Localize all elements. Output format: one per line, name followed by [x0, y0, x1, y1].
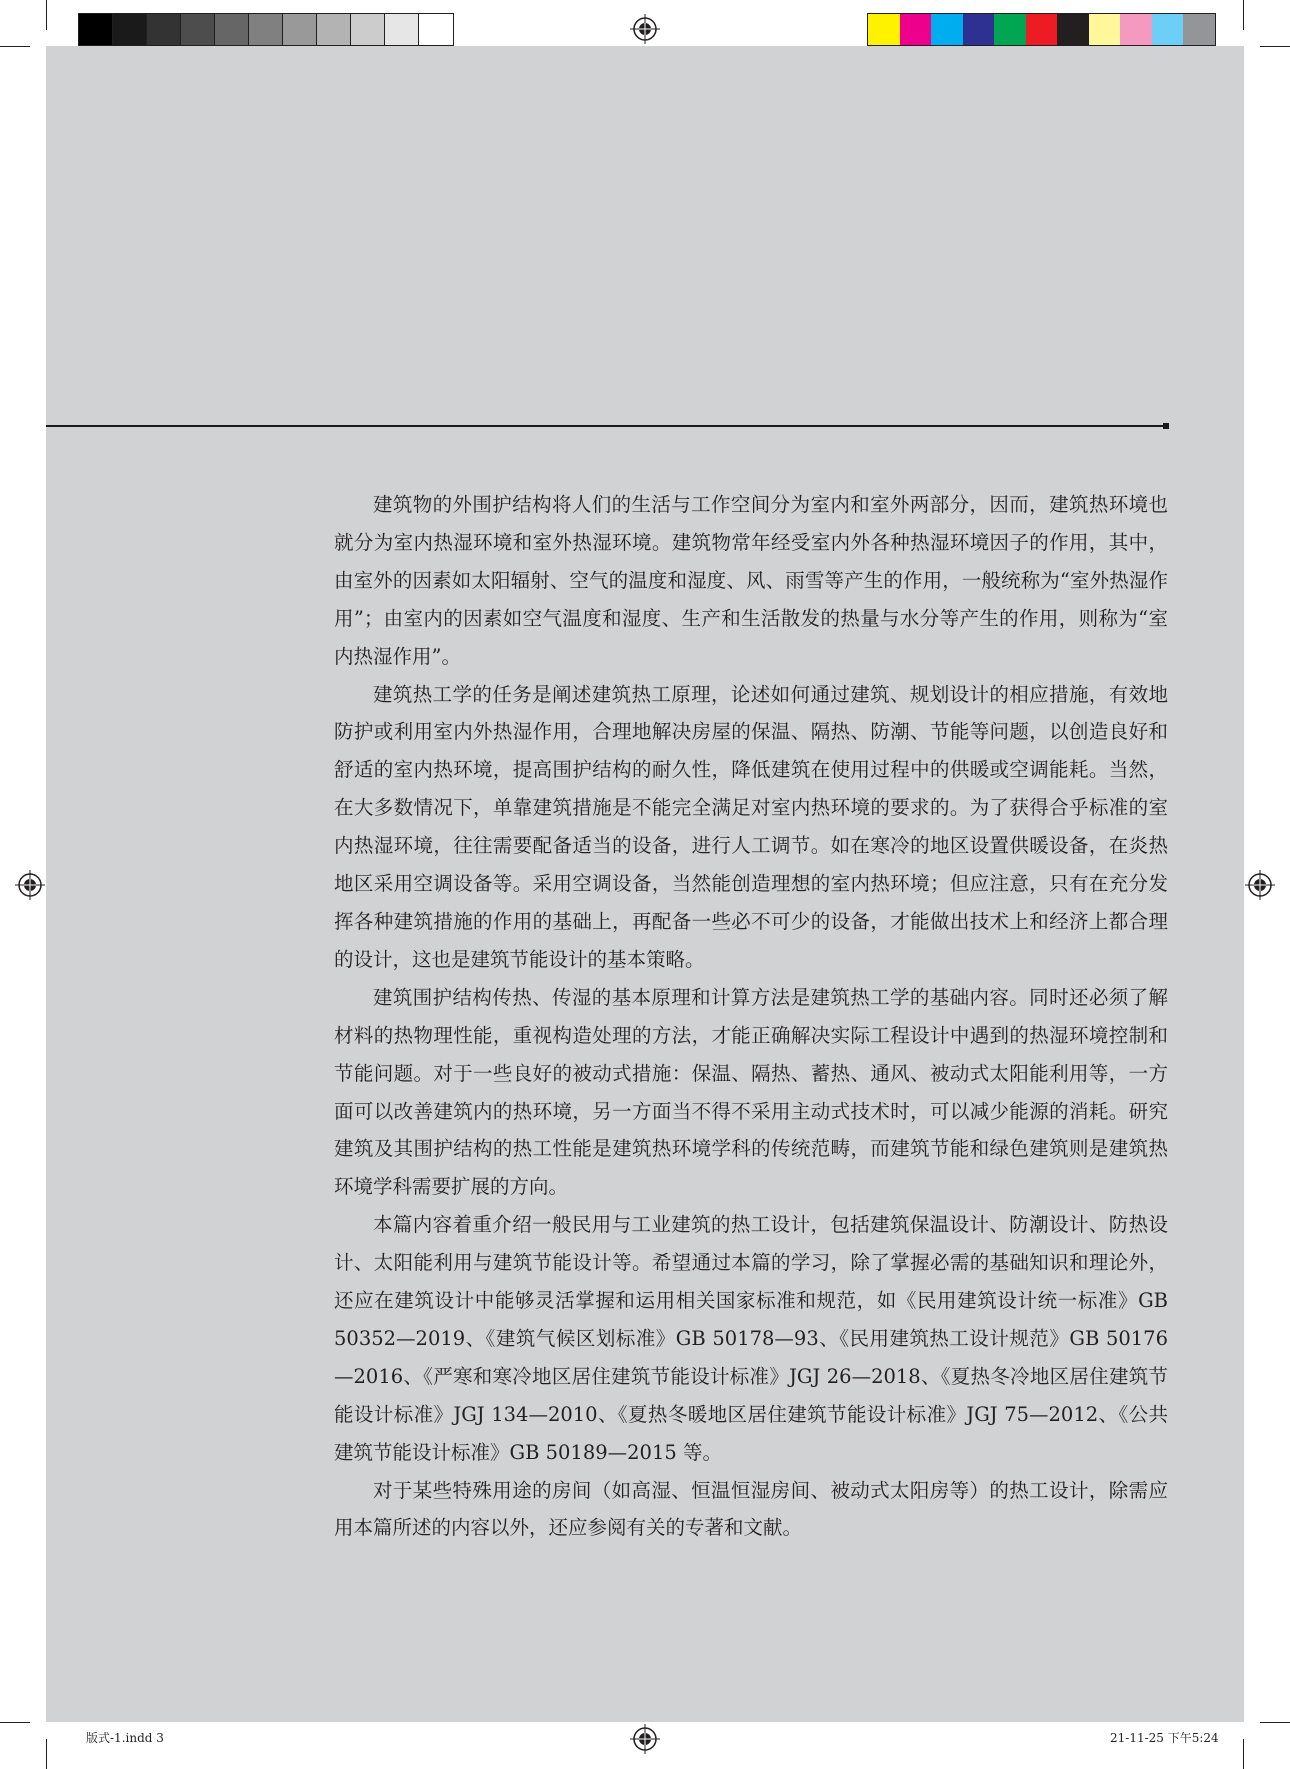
color-swatch	[1183, 14, 1215, 45]
color-swatch	[1089, 14, 1121, 45]
gray-swatch	[181, 14, 215, 45]
gray-swatch	[249, 14, 283, 45]
color-swatch	[1120, 14, 1152, 45]
gray-swatch	[147, 14, 181, 45]
color-swatch	[900, 14, 932, 45]
body-text	[334, 486, 1168, 1547]
color-swatch	[868, 14, 900, 45]
crop-mark	[0, 46, 30, 47]
color-swatch	[963, 14, 995, 45]
gray-swatch	[385, 14, 419, 45]
paragraph: 建筑热工学的任务是阐述建筑热工原理，论述如何通过建筑、规划设计的相应措施，有效地防护或利用室内外热湿作用，合理地解决房屋的保温、隔热、防潮、节能等问题，以创造良好和舒适的室内热环境，提高围护结构的耐久性，降低建筑在使用过程中的供暖或空调能耗。当然，在大多数情况下，单靠建筑措施是不能完全满足对室内热环境的要求的。为了获得合乎标准的室内热湿环境，往往需要配备适当的设备，进行人工调节。如在寒冷的地区设置供暖设备，在炎热地区采用空调设备等。采用空调设备，当然能创造理想的室内热环境；但应注意，只有在充分发挥各种建筑措施的作用的基础上，再配备一些必不可少的设备，才能做出技术上和经济上都合理的设计，这也是建筑节能设计的基本策略。	[334, 682, 1168, 971]
grayscale-calibration-bar	[78, 13, 454, 46]
crop-mark	[46, 0, 47, 30]
crop-mark	[1243, 1739, 1244, 1769]
gray-swatch	[351, 14, 385, 45]
gray-swatch	[283, 14, 317, 45]
slug-timestamp: 21-11-25 下午5:24	[1110, 1731, 1219, 1745]
divider-endpoint	[1163, 423, 1169, 429]
color-swatch	[931, 14, 963, 45]
registration-mark-icon	[1245, 870, 1275, 900]
color-calibration-bar	[867, 13, 1216, 46]
color-swatch	[1152, 14, 1184, 45]
crop-mark	[0, 1722, 30, 1723]
crop-mark	[1243, 0, 1244, 30]
slug-filename: 版式-1.indd 3	[86, 1731, 164, 1745]
crop-mark	[1260, 46, 1290, 47]
gray-swatch	[419, 14, 453, 45]
gray-swatch	[113, 14, 147, 45]
registration-mark-icon	[630, 1724, 660, 1754]
section-divider	[46, 425, 1166, 427]
gray-swatch	[215, 14, 249, 45]
paragraph: 建筑物的外围护结构将人们的生活与工作空间分为室内和室外两部分，因而，建筑热环境也就分为室内热湿环境和室外热湿环境。建筑物常年经受室内外各种热湿环境因子的作用，其中，由室外的因素如太阳辐射、空气的温度和湿度、风、雨雪等产生的作用，一般统称为“室外热湿作用”；由室内的因素如空气温度和湿度、生产和生活散发的热量与水分等产生的作用，则称为“室内热湿作用”。	[334, 493, 1168, 668]
crop-mark	[46, 1739, 47, 1769]
paragraph: 本篇内容着重介绍一般民用与工业建筑的热工设计，包括建筑保温设计、防潮设计、防热设计、太阳能利用与建筑节能设计等。希望通过本篇的学习，除了掌握必需的基础知识和理论外，还应在建筑设计中能够灵活掌握和运用相关国家标准和规范，如《民用建筑设计统一标准》GB 50352—2019、《建筑气候区划标准》GB 50178—93、《民用建筑热工设计规范》GB 50176—2016、《严寒和寒冷地区居住建筑节能设计标准》JGJ 26—2018、《夏热冬冷地区居住建筑节能设计标准》JGJ 134—2010、《夏热冬暖地区居住建筑节能设计标准》JGJ 75—2012、《公共建筑节能设计标准》GB 50189—2015 等。	[334, 1213, 1168, 1464]
registration-mark-icon	[15, 870, 45, 900]
crop-mark	[1260, 1722, 1290, 1723]
paragraph: 对于某些特殊用途的房间（如高湿、恒温恒湿房间、被动式太阳房等）的热工设计，除需应用本篇所述的内容以外，还应参阅有关的专著和文献。	[334, 1478, 1168, 1540]
color-swatch	[994, 14, 1026, 45]
paragraph: 建筑围护结构传热、传湿的基本原理和计算方法是建筑热工学的基础内容。同时还必须了解材料的热物理性能，重视构造处理的方法，才能正确解决实际工程设计中遇到的热湿环境控制和节能问题。对于一些良好的被动式措施：保温、隔热、蓄热、通风、被动式太阳能利用等，一方面可以改善建筑内的热环境，另一方面当不得不采用主动式技术时，可以减少能源的消耗。研究建筑及其围护结构的热工性能是建筑热环境学科的传统范畴，而建筑节能和绿色建筑则是建筑热环境学科需要扩展的方向。	[334, 985, 1168, 1199]
color-swatch	[1057, 14, 1089, 45]
registration-mark-icon	[630, 14, 660, 44]
gray-swatch	[317, 14, 351, 45]
gray-swatch	[79, 14, 113, 45]
color-swatch	[1026, 14, 1058, 45]
